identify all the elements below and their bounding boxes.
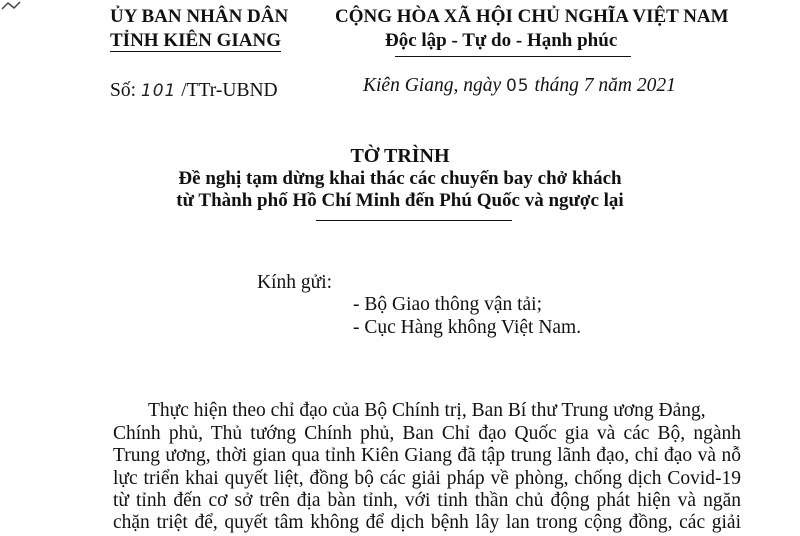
agency-name: ỦY BAN NHÂN DÂN	[110, 6, 289, 27]
scan-mark	[0, 0, 40, 12]
date-prefix: Kiên Giang, ngày	[363, 75, 502, 96]
agency-province	[110, 30, 281, 52]
document-number	[110, 80, 278, 102]
title-underline	[316, 220, 512, 221]
body-line: Trung ương, thời gian qua tỉnh Kiên Giang đã tập trung lãnh đạo, chỉ đạo và nỗ	[113, 445, 741, 466]
number-handwritten: 101	[140, 81, 177, 101]
subject-line-1: Đề nghị tạm dừng khai thác các chuyến bay chở khách	[178, 168, 622, 189]
body-line: Thực hiện theo chỉ đạo của Bộ Chính trị, Ban Bí thư Trung ương Đảng,	[148, 400, 706, 421]
body-line: Chính phủ, Thủ tướng Chính phủ, Ban Chỉ đạo Quốc gia và các Bộ, ngành	[113, 423, 741, 444]
number-prefix: Số:	[110, 80, 137, 101]
document-date	[363, 75, 676, 97]
recipient-item: - Bộ Giao thông vận tải;	[353, 294, 543, 315]
body-line: từ tỉnh đến cơ sở trên địa bàn tỉnh, với tinh thần chủ động phát hiện và ngăn	[113, 490, 741, 511]
subject-line-2: từ Thành phố Hồ Chí Minh đến Phú Quốc và ngược lại	[176, 190, 624, 211]
motto-underline	[395, 56, 631, 57]
document-title: TỜ TRÌNH	[350, 145, 450, 167]
national-motto: Độc lập - Tự do - Hạnh phúc	[385, 30, 618, 51]
number-suffix: /TTr-UBND	[181, 80, 278, 101]
recipients-greeting: Kính gửi:	[257, 272, 333, 293]
date-suffix: tháng 7 năm 2021	[534, 75, 676, 96]
national-name: CỘNG HÒA XÃ HỘI CHỦ NGHĨA VIỆT NAM	[335, 6, 729, 27]
agency-province-text: TỈNH KIÊN GIANG	[110, 30, 282, 51]
recipient-item: - Cục Hàng không Việt Nam.	[353, 317, 582, 338]
body-line: chặn triệt để, quyết tâm không để dịch bệnh lây lan trong cộng đồng, các giải	[113, 512, 741, 533]
body-line: lực triển khai quyết liệt, đồng bộ các giải pháp về phòng, chống dịch Covid-19	[113, 468, 741, 489]
date-day: 05	[505, 76, 530, 96]
